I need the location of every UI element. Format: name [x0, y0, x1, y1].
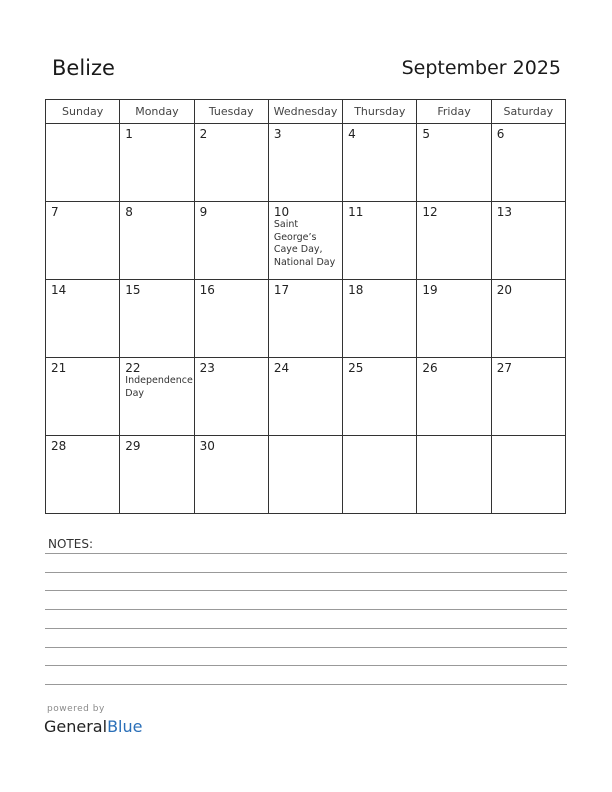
weekday-wednesday: Wednesday: [268, 100, 342, 124]
day-number: 27: [496, 361, 512, 375]
day-cell: [46, 202, 120, 280]
day-number: [417, 436, 490, 439]
day-number: 14: [51, 283, 67, 297]
day-cell: [194, 202, 268, 280]
generalblue-logo[interactable]: [44, 717, 142, 736]
day-number: 3: [273, 127, 282, 141]
day-number: 19: [422, 283, 438, 297]
country-title: Belize: [52, 56, 115, 80]
day-cell: [120, 358, 194, 436]
day-cell: [120, 436, 194, 514]
day-cell: [343, 124, 417, 202]
day-cell: [343, 280, 417, 358]
day-cell: [120, 124, 194, 202]
day-number: 12: [422, 205, 438, 219]
day-cell: [120, 280, 194, 358]
day-number: 30: [199, 439, 215, 453]
day-number: 22: [125, 361, 141, 375]
day-number: 25: [348, 361, 364, 375]
day-number: 11: [348, 205, 364, 219]
day-cell: [120, 202, 194, 280]
note-line: [45, 628, 567, 629]
day-cell: [491, 358, 565, 436]
day-cell: [268, 358, 342, 436]
weekday-tuesday: Tuesday: [194, 100, 268, 124]
day-number: 20: [496, 283, 512, 297]
brand-general-text: General: [44, 717, 108, 736]
note-line: [45, 684, 567, 685]
day-number: [46, 124, 119, 127]
day-cell: [417, 358, 491, 436]
day-number: 1: [125, 127, 133, 141]
note-line: [45, 647, 567, 648]
day-cell: [343, 358, 417, 436]
day-cell: [268, 124, 342, 202]
day-number: 2: [199, 127, 208, 141]
powered-by-text: powered by: [47, 704, 105, 714]
weekday-saturday: Saturday: [491, 100, 565, 124]
day-cell: [417, 202, 491, 280]
day-number: 21: [51, 361, 67, 375]
week-row: [46, 358, 566, 436]
day-number: 5: [422, 127, 431, 141]
note-line: [45, 609, 567, 610]
day-cell: [491, 280, 565, 358]
day-cell: [417, 124, 491, 202]
day-cell: [268, 280, 342, 358]
day-number: 13: [496, 205, 512, 219]
calendar-grid: [45, 99, 566, 514]
weekday-header-row: [46, 100, 566, 124]
day-cell: [343, 436, 417, 514]
holiday-label: Independence Day: [125, 375, 193, 399]
day-cell: [491, 202, 565, 280]
day-number: 24: [273, 361, 290, 375]
day-number: 17: [273, 283, 290, 297]
day-number: [343, 436, 416, 439]
day-cell: [417, 280, 491, 358]
brand-blue-text: Blue: [107, 717, 143, 736]
month-year-title: September 2025: [401, 57, 561, 79]
note-line: [45, 590, 567, 591]
day-cell: [268, 436, 342, 514]
day-cell: [46, 358, 120, 436]
week-row: [46, 124, 566, 202]
day-cell: [343, 202, 417, 280]
day-number: 8: [125, 205, 133, 219]
notes-label: NOTES:: [48, 537, 93, 551]
day-number: 6: [496, 127, 505, 141]
day-number: 29: [125, 439, 141, 453]
day-number: 16: [199, 283, 215, 297]
weekday-sunday: Sunday: [46, 100, 120, 124]
week-row: [46, 436, 566, 514]
day-cell: [194, 124, 268, 202]
day-number: 4: [348, 127, 356, 141]
week-row: [46, 202, 566, 280]
weekday-monday: Monday: [120, 100, 194, 124]
note-line: [45, 553, 567, 554]
day-cell: [46, 280, 120, 358]
day-number: 28: [51, 439, 67, 453]
weekday-thursday: Thursday: [343, 100, 417, 124]
day-number: 15: [125, 283, 141, 297]
holiday-label: Saint George’s Caye Day, National Day: [273, 219, 336, 268]
day-cell: [491, 124, 565, 202]
day-cell: [46, 436, 120, 514]
week-row: [46, 280, 566, 358]
day-number: [492, 436, 565, 439]
day-cell: [268, 202, 342, 280]
day-number: [269, 436, 342, 439]
day-number: 26: [422, 361, 438, 375]
weekday-friday: Friday: [417, 100, 491, 124]
day-cell: [417, 436, 491, 514]
day-cell: [194, 436, 268, 514]
day-number: 10: [273, 205, 290, 219]
day-number: 9: [199, 205, 208, 219]
day-cell: [194, 280, 268, 358]
day-cell: [194, 358, 268, 436]
day-number: 23: [199, 361, 215, 375]
day-number: 7: [51, 205, 59, 219]
note-line: [45, 572, 567, 573]
day-number: 18: [348, 283, 364, 297]
day-cell: [46, 124, 120, 202]
note-line: [45, 665, 567, 666]
day-cell: [491, 436, 565, 514]
